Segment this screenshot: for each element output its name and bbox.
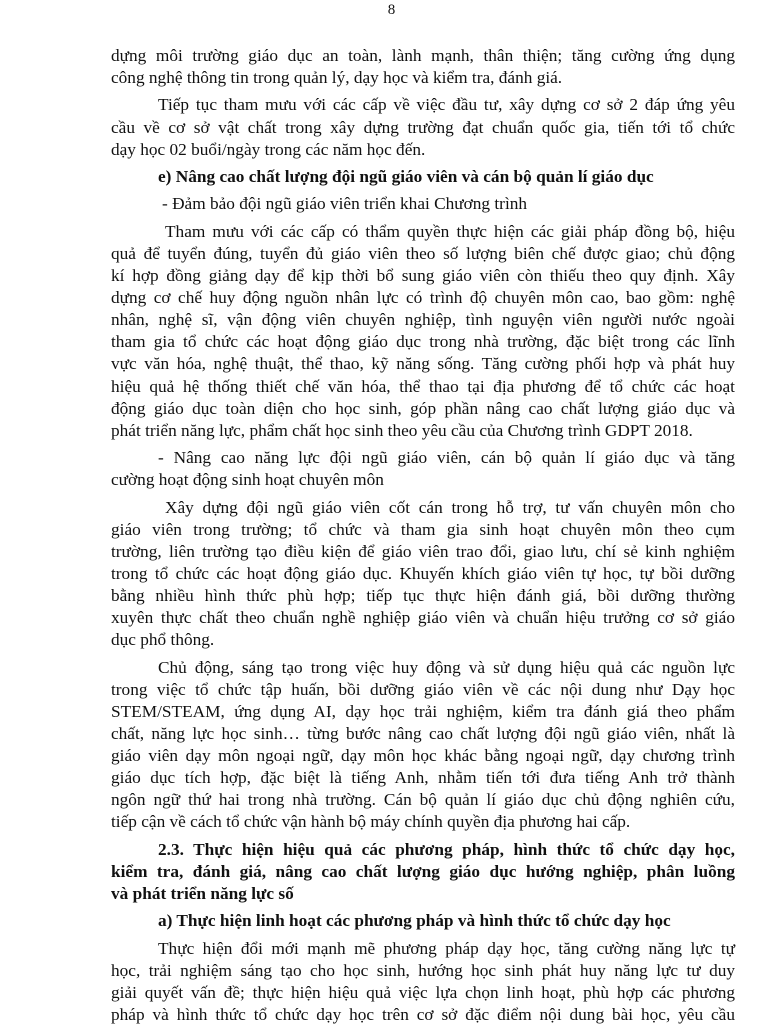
text-line: xuyên thực chất theo chuẩn nghề nghiệp giáo viên và chuẩn hiệu trưởng cơ sở giáo: [111, 608, 735, 628]
text-line: trường, liên trường tạo điều kiện để giáo viên trao đổi, giao lưu, chí sẻ kinh nghiệm: [111, 541, 735, 561]
text-line: dựng môi trường giáo dục an toàn, lành mạnh, thân thiện; tăng cường ứng dụng: [111, 46, 735, 65]
text-line: kiểm tra, đánh giá, nâng cao chất lượng giáo dục hướng nghiệp, phân luồng: [111, 861, 735, 881]
text-line: - Đảm bảo đội ngũ giáo viên triển khai Chương trình: [162, 194, 528, 214]
text-line: Tham mưu với các cấp có thẩm quyền thực hiện các giải pháp đồng bộ, hiệu: [165, 221, 735, 241]
text-line: ngôn ngữ thứ hai trong nhà trường. Cán bộ quản lí giáo dục chủ động nghiên cứu,: [111, 790, 735, 810]
text-line: tiếp cận về cách tổ chức vận hành bộ máy chính quyền địa phương hai cấp.: [111, 812, 631, 832]
page-number: 8: [387, 2, 396, 18]
text-line: phát triển năng lực, phẩm chất học sinh theo yêu cầu của Chương trình GDPT 2018.: [111, 420, 693, 440]
text-line: Xây dựng đội ngũ giáo viên cốt cán trong hỗ trợ, tư vấn chuyên môn cho: [165, 497, 735, 517]
text-line: công nghệ thông tin trong quản lý, dạy học và kiểm tra, đánh giá.: [111, 68, 563, 88]
paragraph: [111, 657, 735, 834]
text-line: vực văn hóa, nghệ thuật, thể thao, kỹ năng sống. Tăng cường phối hợp và phát huy: [111, 354, 735, 374]
text-line: tham gia tổ chức các hoạt động giáo dục trong nhà trường, đặc biệt trong các lĩnh: [111, 332, 735, 352]
text-line: bằng nhiều hình thức phù hợp; tiếp tục thực hiện đánh giá, bồi dưỡng thường: [111, 585, 735, 605]
text-line: - Nâng cao năng lực đội ngũ giáo viên, cán bộ quản lí giáo dục và tăng: [158, 448, 735, 468]
text-line: quả để tuyển đúng, tuyển đủ giáo viên theo số lượng biên chế được giao; chủ động: [111, 243, 735, 263]
text-line: trong việc tổ chức tập huấn, bồi dưỡng giáo viên về các nội dung như Dạy học: [111, 679, 735, 699]
text-line: STEM/STEAM, ứng dụng AI, dạy học trải nghiệm, kiểm tra đánh giá theo phẩm: [111, 701, 735, 721]
text-line: Thực hiện đổi mới mạnh mẽ phương pháp dạy học, tăng cường năng lực tự: [158, 938, 735, 958]
text-line: hiệu quả hệ thống thiết chế văn hóa, thể thao tại địa phương để tổ chức các hoạt: [111, 376, 735, 396]
text-line: e) Nâng cao chất lượng đội ngũ giáo viên và cán bộ quản lí giáo dục: [158, 167, 654, 187]
text-line: động giáo dục toàn diện cho học sinh, góp phần nâng cao chất lượng giáo dục và: [111, 398, 735, 418]
text-line: cường hoạt động sinh hoạt chuyên môn: [111, 470, 384, 490]
text-line: giải quyết vấn đề; thực hiện hiệu quả việc lựa chọn linh hoạt, phù hợp các phương: [111, 982, 735, 1002]
text-line: dựng cơ chế huy động nguồn nhân lực có trình độ chuyên môn cao, bao gồm: nghệ: [111, 288, 735, 308]
paragraph-continued: [111, 45, 735, 89]
text-line: cầu về cơ sở vật chất trong xây dựng trường đạt chuẩn quốc gia, tiến tới tổ chức: [111, 117, 735, 137]
text-line: dạy học 02 buổi/ngày trong các năm học đến.: [111, 139, 426, 159]
text-line: chất, năng lực học sinh… từng bước nâng cao chất lượng đội ngũ giáo viên, nhất là: [111, 723, 735, 743]
bullet-item: [111, 193, 735, 215]
text-line: giáo viên dạy môn ngoại ngữ, dạy môn học khác bằng ngoại ngữ, dạy chương trình: [111, 745, 735, 765]
text-line: 2.3. Thực hiện hiệu quả các phương pháp, hình thức tổ chức dạy học,: [158, 839, 735, 859]
text-line: trong tổ chức các hoạt động giáo dục. Khuyến khích giáo viên tự học, tự bồi dưỡng: [111, 563, 735, 583]
section-heading-e: [111, 166, 735, 188]
text-line: học, trải nghiệm sáng tạo cho học sinh, hướng học sinh phát huy năng lực tư duy: [111, 960, 735, 980]
text-line: pháp và hình thức tổ chức dạy học trên cơ sở đặc điểm nội dung bài học, yêu cầu: [111, 1004, 735, 1024]
text-line: và phát triển năng lực số: [111, 883, 294, 903]
document-body: [111, 45, 735, 1031]
text-line: nhân, nghệ sĩ, vận động viên chuyên nghiệp, tình nguyện viên người nước ngoài: [111, 310, 735, 330]
text-line: giáo viên trong trường; tổ chức và tham gia sinh hoạt chuyên môn theo cụm: [111, 519, 735, 539]
text-line: kí hợp đồng giảng dạy để kịp thời bổ sung giáo viên còn thiếu theo quy định. Xây: [111, 266, 735, 286]
section-heading-a: [111, 910, 735, 932]
text-line: Tiếp tục tham mưu với các cấp về việc đầu tư, xây dựng cơ sở 2 đáp ứng yêu: [158, 95, 735, 115]
text-line: giáo dục tích hợp, đặc biệt là tiếng Anh, nhằm tiến tới đưa tiếng Anh trở thành: [111, 767, 735, 787]
paragraph: [111, 497, 735, 652]
paragraph: [111, 938, 735, 1026]
section-heading-2-3: [111, 839, 735, 905]
bullet-item: [111, 447, 735, 491]
text-line: dục phổ thông.: [111, 630, 215, 650]
text-line: Chủ động, sáng tạo trong việc huy động và sử dụng hiệu quả các nguồn lực: [158, 657, 735, 677]
text-line: a) Thực hiện linh hoạt các phương pháp và hình thức tổ chức dạy học: [158, 911, 671, 931]
paragraph: [111, 221, 735, 442]
paragraph: [111, 94, 735, 160]
